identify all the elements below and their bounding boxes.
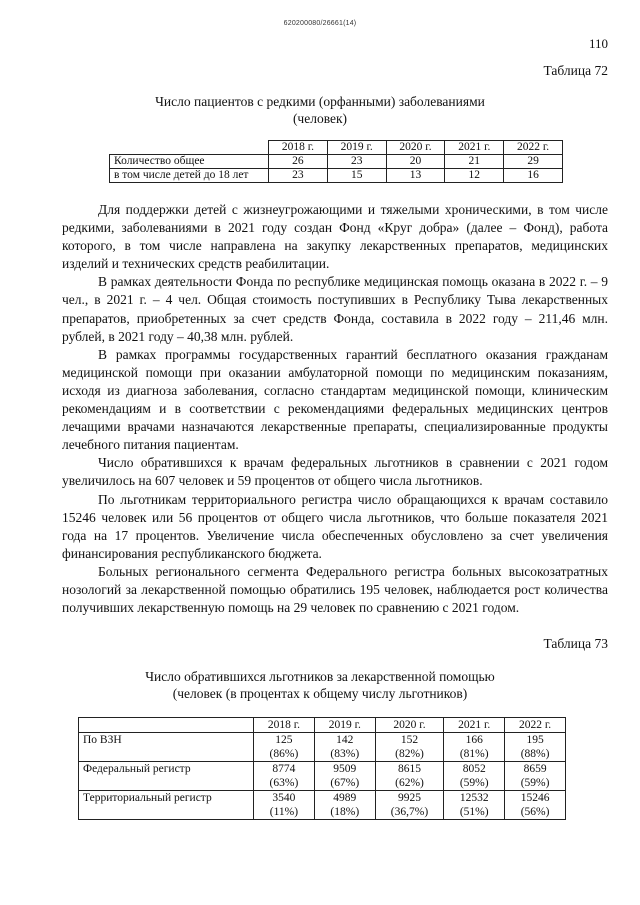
cell-count: 195 <box>526 734 544 746</box>
cell-count: 12532 <box>459 792 489 804</box>
table-header-blank <box>110 141 269 155</box>
cell-percent: (11%) <box>269 806 299 818</box>
cell-count: 8052 <box>462 763 486 775</box>
cell-value: 23 <box>269 169 328 183</box>
cell-value <box>254 762 315 791</box>
cell-count: 15246 <box>520 792 550 804</box>
paragraph: Для поддержки детей с жизнеугрожающими и тяжелыми хроническими, в том числе редкими, заболеваниями в 2021 году создан Фонд «Круг добра» (далее – Фонд), работа которого, в том числе направлена на закупку лекарственных препаратов, медицинских изделий и технических средств реабилитации. <box>62 202 608 272</box>
table-row <box>79 791 566 820</box>
table-row <box>79 733 566 762</box>
table-72 <box>109 140 563 183</box>
year-header: 2021 г. <box>445 141 504 155</box>
cell-count: 8774 <box>272 763 296 775</box>
table-row <box>79 762 566 791</box>
cell-count: 142 <box>336 734 354 746</box>
cell-percent: (81%) <box>459 748 489 760</box>
year-header: 2021 г. <box>444 718 505 733</box>
cell-percent: (59%) <box>459 777 489 789</box>
document-id: 620200080/26661(14) <box>283 20 357 27</box>
table-72-caption-unit: (человек) <box>292 111 348 126</box>
table-72-label: Таблица 72 <box>543 63 608 78</box>
cell-value: 15 <box>327 169 386 183</box>
table-header-row <box>79 718 566 733</box>
cell-percent: (86%) <box>269 748 299 760</box>
cell-count: 3540 <box>272 792 296 804</box>
cell-value <box>314 762 375 791</box>
cell-value: 12 <box>445 169 504 183</box>
row-label: Федеральный регистр <box>79 762 254 791</box>
row-label: Количество общее <box>110 155 269 169</box>
cell-value <box>444 733 505 762</box>
cell-count: 125 <box>275 734 293 746</box>
year-header: 2020 г. <box>375 718 444 733</box>
cell-value: 20 <box>386 155 445 169</box>
table-header-blank <box>79 718 254 733</box>
cell-percent: (88%) <box>520 748 550 760</box>
table-72-caption <box>0 93 640 127</box>
cell-percent: (18%) <box>330 806 360 818</box>
cell-value: 13 <box>386 169 445 183</box>
cell-value <box>254 733 315 762</box>
cell-value: 29 <box>504 155 563 169</box>
year-header: 2018 г. <box>269 141 328 155</box>
cell-count: 9509 <box>333 763 357 775</box>
table-72-caption-title: Число пациентов с редкими (орфанными) заболеваниями <box>155 94 485 109</box>
cell-count: 166 <box>465 734 483 746</box>
cell-percent: (59%) <box>520 777 550 789</box>
table-row <box>110 155 563 169</box>
cell-percent: (56%) <box>520 806 550 818</box>
cell-percent: (36,7%) <box>390 806 429 818</box>
cell-value <box>505 733 566 762</box>
cell-value <box>375 762 444 791</box>
year-header: 2019 г. <box>314 718 375 733</box>
paragraph: Больных регионального сегмента Федерального регистра больных высокозатратных нозологий за лекарственной помощью обратились 195 человек, наблюдается рост количества получивших лекарственную помощь на 29 человек по сравнению с 2021 годом. <box>62 563 608 616</box>
row-label: По ВЗН <box>79 733 254 762</box>
cell-percent: (82%) <box>395 748 424 760</box>
cell-count: 8615 <box>397 763 421 775</box>
cell-value <box>375 733 444 762</box>
cell-value <box>444 791 505 820</box>
cell-percent: (63%) <box>269 777 299 789</box>
cell-value <box>444 762 505 791</box>
cell-value <box>254 791 315 820</box>
paragraph: В рамках деятельности Фонда по республике медицинская помощь оказана в 2022 г. – 9 чел., в 2021 г. – 4 чел. Общая стоимость поступивших в Республику Тыва лекарственных препаратов, приобретенных за счет средств Фонда, составила в 2022 году – 211,46 млн. рублей, в 2021 году – 40,38 млн. рублей. <box>62 274 608 344</box>
table-header-row <box>110 141 563 155</box>
cell-value: 16 <box>504 169 563 183</box>
cell-count: 9925 <box>397 792 421 804</box>
cell-value <box>314 733 375 762</box>
paragraph: В рамках программы государственных гарантий бесплатного оказания гражданам медицинской помощи при оказании амбулаторной помощи по медицинским показаниям, исходя из диагноза заболевания, согласно стандартам медицинской помощи, клиническим рекомендациям и в соответствии с рекомендациями федеральных медицинских центров лечащими врачами назначаются лекарственные препараты, специализированные продукты лечебного питания пациентам. <box>62 346 608 453</box>
cell-value: 21 <box>445 155 504 169</box>
year-header: 2019 г. <box>327 141 386 155</box>
cell-percent: (83%) <box>330 748 360 760</box>
cell-value: 26 <box>269 155 328 169</box>
table-73-label: Таблица 73 <box>543 636 608 651</box>
table-73-caption-unit: (человек (в процентах к общему числу льготников) <box>172 686 468 701</box>
cell-count: 8659 <box>523 763 547 775</box>
cell-value: 23 <box>327 155 386 169</box>
cell-value <box>505 762 566 791</box>
page-number: 110 <box>588 36 608 51</box>
table-row <box>110 169 563 183</box>
cell-value <box>314 791 375 820</box>
table-73 <box>78 717 566 820</box>
cell-count: 152 <box>400 734 419 746</box>
year-header: 2020 г. <box>386 141 445 155</box>
paragraph: Число обратившихся к врачам федеральных льготников в сравнении с 2021 годом увеличилось на 607 человек и 59 процентов от общего числа льготников. <box>62 455 608 489</box>
cell-count: 4989 <box>333 792 357 804</box>
cell-percent: (67%) <box>330 777 360 789</box>
year-header: 2022 г. <box>504 141 563 155</box>
year-header: 2018 г. <box>254 718 315 733</box>
table-73-caption <box>0 668 640 702</box>
body-text <box>62 201 608 617</box>
row-label: Территориальный регистр <box>79 791 254 820</box>
table-73-caption-title: Число обратившихся льготников за лекарственной помощью <box>145 669 495 684</box>
cell-value <box>505 791 566 820</box>
row-label: в том числе детей до 18 лет <box>110 169 269 183</box>
paragraph: По льготникам территориального регистра число обращающихся к врачам составило 15246 человек или 56 процентов от общего числа льготников, что больше показателя 2021 года на 17 процентов. Увеличение числа обеспеченных обусловлено за счет увеличения финансирования республиканского бюджета. <box>62 491 608 561</box>
cell-percent: (51%) <box>459 806 489 818</box>
cell-percent: (62%) <box>395 777 424 789</box>
year-header: 2022 г. <box>505 718 566 733</box>
cell-value <box>375 791 444 820</box>
